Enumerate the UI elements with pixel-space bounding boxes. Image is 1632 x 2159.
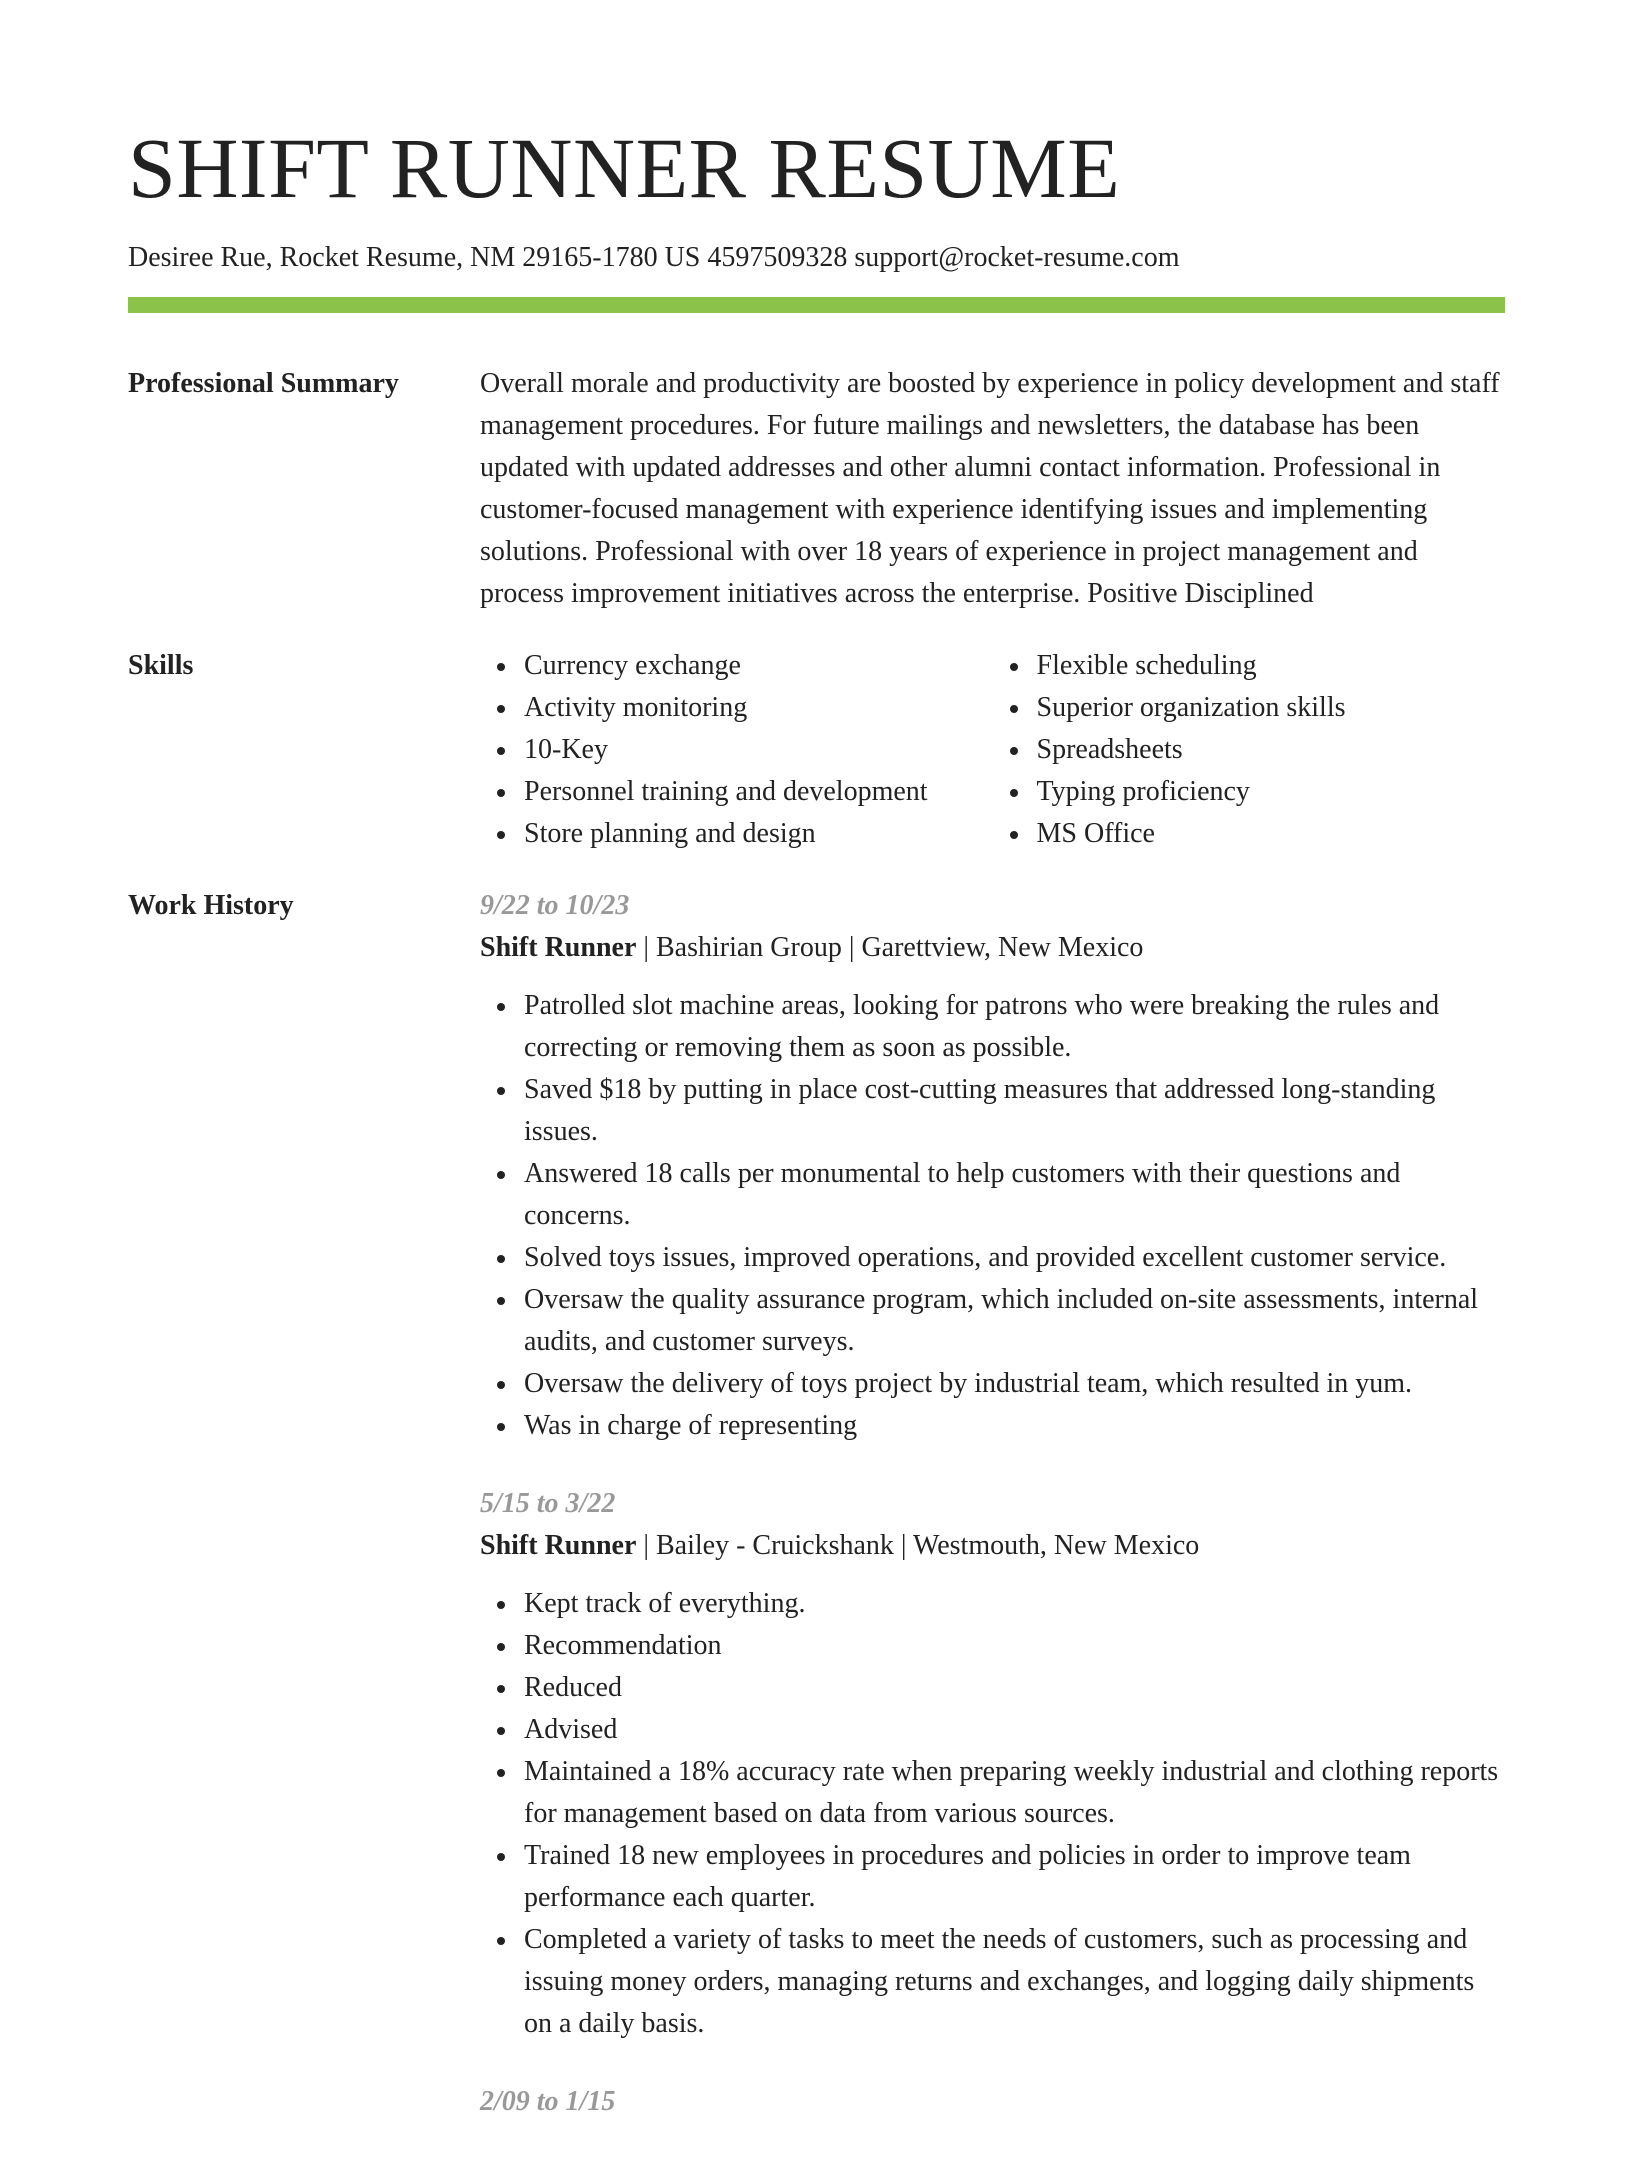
job-bullet: Was in charge of representing [524,1405,1505,1447]
job-bullet: Recommendation [524,1625,1505,1667]
job-title-line [480,927,1505,969]
job-entry [480,2081,1505,2123]
professional-summary-section [128,363,1505,615]
resume-title: SHIFT RUNNER RESUME [128,120,1121,216]
job-details: | Bailey - Cruickshank | Westmouth, New Mexico [636,1530,1200,1561]
header-divider [128,297,1505,313]
work-history-section [128,885,1505,2159]
summary-text: Overall morale and productivity are boosted by experience in policy development and staff management procedures. For future mailings and newsletters, the database has been updated with updated addresses and other alumni contact information. Professional in customer-focused management with experience identifying issues and implementing solutions. Professional with over 18 years of experience in project management and process improvement initiatives across the enterprise. Positive Disciplined [480,368,1500,609]
skill-item: Currency exchange [524,645,993,687]
job-bullet: Solved toys issues, improved operations, and provided excellent customer service. [524,1237,1505,1279]
job-details: | Bashirian Group | Garettview, New Mexico [636,932,1144,963]
skills-section [128,645,1505,855]
skill-item: 10-Key [524,729,993,771]
skill-item: Superior organization skills [1037,687,1506,729]
job-bullet: Saved $18 by putting in place cost-cutting measures that addressed long-standing issues. [524,1069,1505,1153]
section-label-skills: Skills [128,650,194,681]
section-label-work-history: Work History [128,890,294,921]
skills-grid [480,645,1505,855]
skill-item: Spreadsheets [1037,729,1506,771]
job-entry [480,885,1505,1447]
skill-item: Personnel training and development [524,771,993,813]
skill-item: Flexible scheduling [1037,645,1506,687]
skills-column-left [480,645,993,855]
skill-item: Store planning and design [524,813,993,855]
job-bullet: Answered 18 calls per monumental to help customers with their questions and concerns. [524,1153,1505,1237]
skill-item: Activity monitoring [524,687,993,729]
job-bullet: Kept track of everything. [524,1583,1505,1625]
job-bullets [480,985,1505,1447]
resume-page [128,0,1505,2159]
job-bullet: Oversaw the quality assurance program, which included on-site assessments, internal audits, and customer surveys. [524,1279,1505,1363]
job-bullet: Trained 18 new employees in procedures and policies in order to improve team performance each quarter. [524,1835,1505,1919]
job-bullet: Advised [524,1709,1505,1751]
job-bullet: Reduced [524,1667,1505,1709]
job-dates: 5/15 to 3/22 [480,1488,616,1519]
job-dates: 2/09 to 1/15 [480,2086,616,2117]
job-bullet: Maintained a 18% accuracy rate when preparing weekly industrial and clothing reports for management based on data from various sources. [524,1751,1505,1835]
job-bullet: Patrolled slot machine areas, looking for patrons who were breaking the rules and correcting or removing them as soon as possible. [524,985,1505,1069]
job-entry [480,1483,1505,2045]
job-title: Shift Runner [480,1530,637,1561]
contact-line: Desiree Rue, Rocket Resume, NM 29165-1780 US 4597509328 support@rocket-resume.com [128,242,1180,273]
job-bullet: Oversaw the delivery of toys project by industrial team, which resulted in yum. [524,1363,1505,1405]
skills-column-right [993,645,1506,855]
job-dates: 9/22 to 10/23 [480,890,630,921]
job-title: Shift Runner [480,932,637,963]
job-bullet: Completed a variety of tasks to meet the needs of customers, such as processing and issuing money orders, managing returns and exchanges, and logging daily shipments on a daily basis. [524,1919,1505,2045]
job-bullets [480,1583,1505,2045]
job-title-line [480,1525,1505,1567]
section-label-summary: Professional Summary [128,368,399,399]
skill-item: MS Office [1037,813,1506,855]
skill-item: Typing proficiency [1037,771,1506,813]
